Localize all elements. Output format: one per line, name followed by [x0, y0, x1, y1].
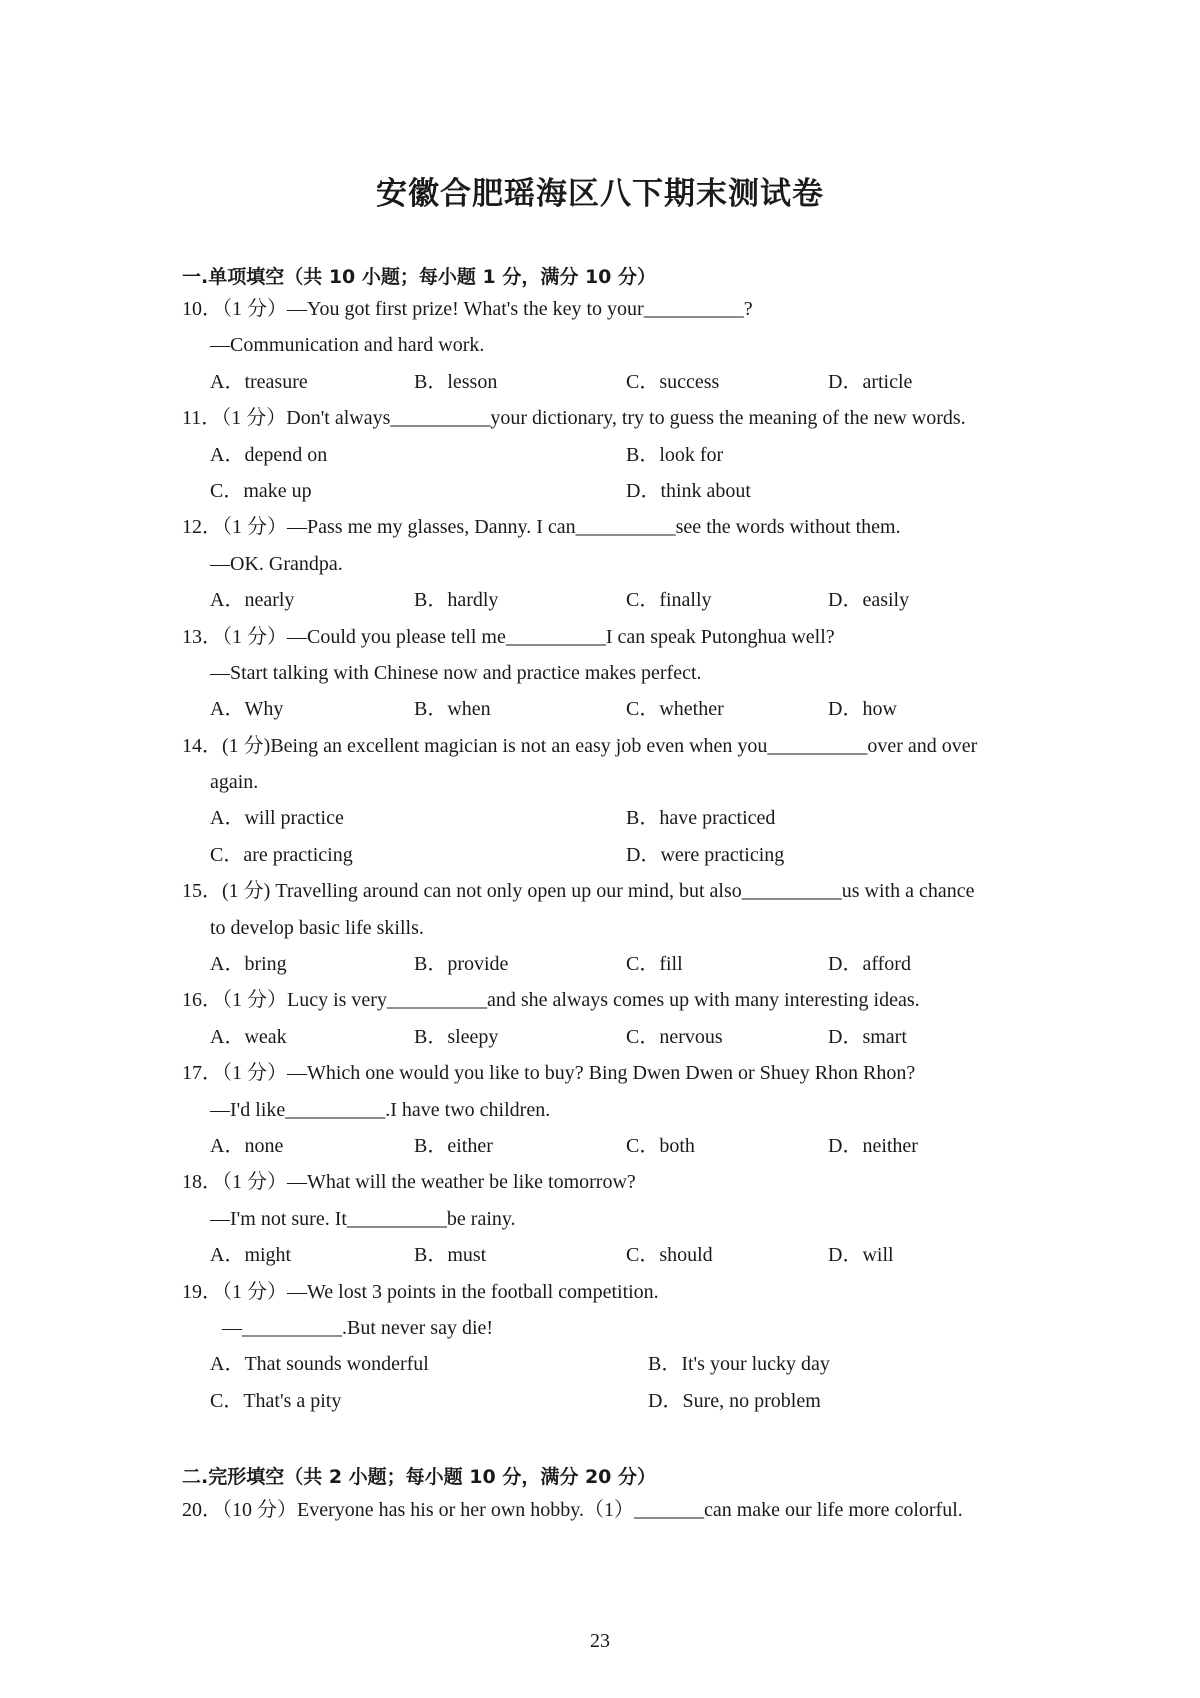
question-17-option-c: C．both [626, 1135, 695, 1157]
question-12-option-a: A．nearly [210, 589, 295, 611]
question-13-continuation: —Start talking with Chinese now and practice makes perfect. [210, 662, 702, 684]
question-15-option-c: C．fill [626, 953, 683, 975]
question-13-stem: 13．（1 分）—Could you please tell me__________I can speak Putonghua well? [182, 626, 835, 648]
question-17-option-a: A．none [210, 1135, 284, 1157]
question-15-option-b: B．provide [414, 953, 509, 975]
question-11-option-a: A．depend on [210, 444, 328, 466]
page-number: 23 [590, 1630, 610, 1652]
question-15-stem: 15．(1 分) Travelling around can not only open up our mind, but also__________us with a chance [182, 880, 975, 902]
question-17-stem: 17．（1 分）—Which one would you like to buy? Bing Dwen Dwen or Shuey Rhon Rhon? [182, 1062, 916, 1084]
question-10-continuation: —Communication and hard work. [210, 334, 485, 356]
question-17-option-d: D．neither [828, 1135, 918, 1157]
question-11-option-d: D．think about [626, 480, 751, 502]
question-10-option-c: C．success [626, 371, 720, 393]
question-12-continuation: —OK. Grandpa. [210, 553, 343, 575]
question-19-option-a: A．That sounds wonderful [210, 1353, 429, 1375]
question-14-option-c: C．are practicing [210, 844, 353, 866]
question-11-stem: 11．（1 分）Don't always__________your dictionary, try to guess the meaning of the new words. [182, 407, 966, 429]
question-16-stem: 16．（1 分）Lucy is very__________and she always comes up with many interesting ideas. [182, 989, 920, 1011]
question-13-option-a: A．Why [210, 698, 284, 720]
question-12-stem: 12．（1 分）—Pass me my glasses, Danny. I can__________see the words without them. [182, 516, 901, 538]
question-12-option-b: B．hardly [414, 589, 499, 611]
question-20-stem: 20．（10 分）Everyone has his or her own hobby.（1）_______can make our life more colorful. [182, 1499, 963, 1521]
question-13-option-b: B．when [414, 698, 491, 720]
question-16-option-d: D．smart [828, 1026, 907, 1048]
question-10-option-a: A．treasure [210, 371, 308, 393]
question-14-option-a: A．will practice [210, 807, 344, 829]
question-12-option-c: C．finally [626, 589, 712, 611]
question-11-option-b: B．look for [626, 444, 724, 466]
question-13-option-d: D．how [828, 698, 897, 720]
question-10-option-b: B．lesson [414, 371, 498, 393]
question-10-stem: 10．（1 分）—You got first prize! What's the key to your__________? [182, 298, 753, 320]
page-title: 安徽合肥瑶海区八下期末测试卷 [376, 176, 824, 212]
section-heading-cloze: 二.完形填空（共 2 小题；每小题 10 分，满分 20 分） [182, 1466, 657, 1488]
question-16-option-a: A．weak [210, 1026, 287, 1048]
question-16-option-b: B．sleepy [414, 1026, 499, 1048]
question-19-stem: 19．（1 分）—We lost 3 points in the football competition. [182, 1281, 659, 1303]
section-heading-single-choice: 一.单项填空（共 10 小题；每小题 1 分，满分 10 分） [182, 266, 657, 288]
question-15-continuation: to develop basic life skills. [210, 917, 424, 939]
question-19-option-d: D．Sure, no problem [648, 1390, 821, 1412]
question-17-option-b: B．either [414, 1135, 493, 1157]
question-14-option-d: D．were practicing [626, 844, 785, 866]
question-11-option-c: C．make up [210, 480, 312, 502]
question-17-continuation: —I'd like__________.I have two children. [210, 1099, 551, 1121]
question-14-option-b: B．have practiced [626, 807, 776, 829]
question-18-continuation: —I'm not sure. It__________be rainy. [210, 1208, 516, 1230]
question-18-option-a: A．might [210, 1244, 292, 1266]
question-15-option-a: A．bring [210, 953, 287, 975]
question-18-option-c: C．should [626, 1244, 713, 1266]
question-14-stem: 14．(1 分)Being an excellent magician is not an easy job even when you__________over and over [182, 735, 978, 757]
question-19-option-b: B．It's your lucky day [648, 1353, 830, 1375]
question-18-option-d: D．will [828, 1244, 894, 1266]
question-10-option-d: D．article [828, 371, 913, 393]
question-13-option-c: C．whether [626, 698, 724, 720]
question-18-stem: 18．（1 分）—What will the weather be like tomorrow? [182, 1171, 636, 1193]
question-19-option-c: C．That's a pity [210, 1390, 342, 1412]
question-15-option-d: D．afford [828, 953, 911, 975]
question-19-continuation: —__________.But never say die! [222, 1317, 494, 1339]
question-14-continuation: again. [210, 771, 259, 793]
question-12-option-d: D．easily [828, 589, 910, 611]
question-16-option-c: C．nervous [626, 1026, 723, 1048]
question-18-option-b: B．must [414, 1244, 487, 1266]
